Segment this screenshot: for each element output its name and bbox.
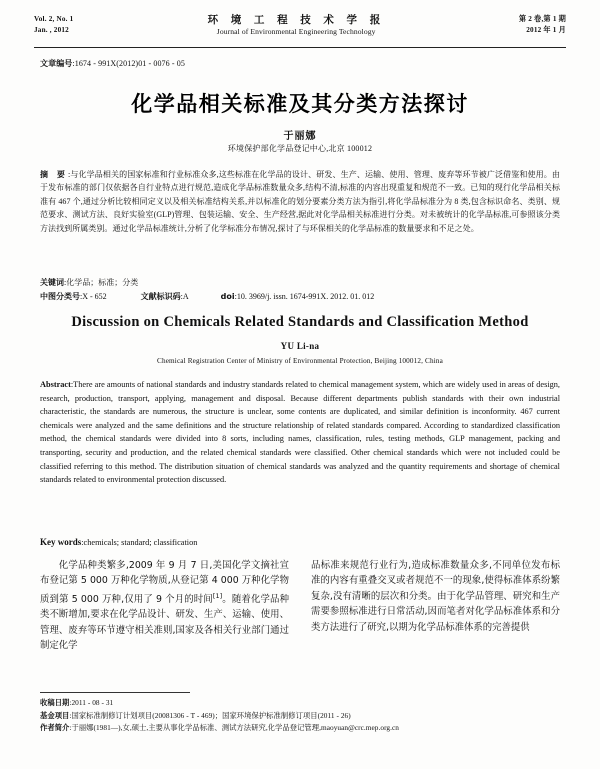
- author-affiliation-en: Chemical Registration Center of Ministry of Environmental Protection, Beijing 100012, China: [157, 357, 443, 365]
- body-text-left: 化学品种类繁多,2009 年 9 月 7 日,美国化学文摘社宣布登记第 5 000 万种化学物质,从登记第 4 000 万种化学物质到第 5 000 万种,仅用了 9 个月的时间: [40, 560, 289, 605]
- clc-label: 中图分类号: [40, 292, 80, 301]
- abstract-en: [40, 378, 560, 487]
- clc-number: [40, 291, 107, 303]
- volume-number-cn: 第 2 卷,第 1 期: [518, 15, 566, 23]
- author-bio-value: :于丽娜(1981—),女,硕士,主要从事化学品标准、测试方法研究,化学品登记管理,maoyuan@crc.mep.org.cn: [69, 723, 399, 733]
- clc-value: :X - 652: [80, 292, 107, 301]
- doi-label: doi: [220, 292, 235, 301]
- journal-title-block: [73, 13, 518, 37]
- body-paragraph-left: [40, 558, 289, 654]
- keywords-text-cn: :化学品；标准；分类: [64, 278, 139, 287]
- abstract-label-cn: 摘 要: [40, 170, 69, 179]
- volume-issue-left: [34, 14, 73, 36]
- abstract-cn: [40, 168, 560, 235]
- abstract-label-en: Abstract: [40, 380, 71, 389]
- received-date-label: 收稿日期: [40, 698, 70, 707]
- body-column-right: [311, 558, 560, 678]
- body-paragraph-right: 品标准来规范行业行为,造成标准数量众多,不同单位发布标准的内容有重叠交叉或者规范不一的现象,使得标准体系纷繁复杂,没有清晰的层次和分类。由于化学品管理、研究和生产需要参照标准进行日常活动,因而笔者对化学品标准体系和分类方法进行了研究,以期为化学品标准体系的完善提供: [311, 560, 560, 633]
- received-date: [40, 697, 560, 710]
- article-number-value: :1674 - 991X(2012)01 - 0076 - 05: [72, 59, 185, 68]
- keywords-label-cn: 关键词: [40, 278, 64, 287]
- abstract-text-en: :There are amounts of national standards and industry standards related to chemical management system, which are widely used in areas of design, research, production, transport, applying, management and disposal. Because different departments publish standards with their own industrial characteristic, the standards are numerous, the structure is unclear, some contents are duplicated, and similar definition is inconformity. 467 current chemicals were analyzed and the same definitions and the structure relationship of related standards compared. According to standardized classification method, the chemical standards were divided into 8 sorts, including names, classification, rules, testing methods, GLP management, packing and transporting, security and production, and the related chemical standards were classified. Other chemical standards which were not included could be classified referring to this method. The distribution situation of chemical standards was analyzed and the quantity requirements and shortage of chemical standards related to environmental protection discussed.: [40, 380, 560, 485]
- fund-project: [40, 710, 560, 723]
- doi-value: :10. 3969/j. issn. 1674-991X. 2012. 01. 012: [234, 292, 375, 301]
- page-title-en: Discussion on Chemicals Related Standards and Classification Method: [71, 314, 529, 330]
- keywords-text-en: :chemicals; standard; classification: [81, 538, 198, 547]
- keywords-en: [40, 536, 560, 549]
- volume-number-en: Vol. 2, No. 1: [34, 15, 74, 23]
- document-code-value: :A: [180, 292, 189, 301]
- author-affiliation-cn: 环境保护部化学品登记中心,北京 100012: [227, 144, 373, 153]
- running-head: [34, 14, 566, 46]
- journal-title-en: Journal of Environmental Engineering Technology: [216, 27, 376, 36]
- issue-date-en: Jan. , 2012: [34, 26, 69, 34]
- citation-ref: [1]: [212, 591, 223, 600]
- page-title-cn: 化学品相关标准及其分类方法探讨: [131, 92, 469, 116]
- body-column-left: [40, 558, 289, 678]
- document-code-label: 文献标识码: [140, 292, 181, 301]
- received-date-value: :2011 - 08 - 31: [69, 698, 114, 707]
- author-bio: [40, 722, 560, 735]
- doi: [221, 291, 375, 303]
- document-code: [141, 291, 189, 303]
- classification-line: [40, 291, 560, 303]
- footnote-divider: [40, 692, 190, 693]
- article-number-label: 文章编号: [40, 59, 73, 68]
- author-name-cn: 于丽娜: [283, 131, 317, 142]
- volume-issue-right: [519, 14, 566, 36]
- journal-title-cn: 环 境 工 程 技 术 学 报: [207, 14, 385, 26]
- keywords-cn: [40, 277, 560, 289]
- abstract-text-cn: :与化学品相关的国家标准和行业标准众多,这些标准在化学品的设计、研发、生产、运输、使用、管理、废弃等环节被广泛借鉴和使用。由于发布标准的部门仅依据各自行业特点进行规范,造成化学品标准数量众多,结构不清,标准的内容出现重复和规范不一致。已知的现行化学品相关标准有 467 个,通过分析比较相同定义以及相关标准结构关系,并以标准化的划分要素分类方法为指引,将化学品标准分为 8 类,包含标识命名、类别、规范要求、测试方法、良好实验室(GLP)管理、包装运输、安全、生产经营,据此对化学品相关标准进行分类。对未被统计的化学品标准,可参照该分类方法找到所属类别。通过化学品标准统计,分析了化学标准分布情况,探讨了与环保相关的化学品标准的数量要求和不足之处。: [40, 170, 560, 233]
- author-bio-label: 作者简介: [40, 723, 70, 733]
- body-text-left-cont: 。随着化学品种类不断增加,要求在化学品设计、研发、生产、运输、使用、管理、废弃等环节遵守相关准则,国家及各相关行业部门通过制定化学: [40, 593, 289, 652]
- fund-project-value: :国家标准制修订计划项目(20081306 - T - 469)；国家环境保护标准制修订项目(2011 - 26): [69, 710, 351, 720]
- author-name-en: YU Li-na: [280, 341, 320, 351]
- header-divider: [34, 47, 566, 48]
- footnotes: [40, 697, 560, 735]
- fund-project-label: 基金项目: [40, 710, 70, 720]
- body-columns: [40, 558, 560, 678]
- article-number: [40, 58, 185, 70]
- keywords-label-en: Key words: [40, 537, 82, 547]
- issue-date-cn: 2012 年 1 月: [526, 26, 566, 34]
